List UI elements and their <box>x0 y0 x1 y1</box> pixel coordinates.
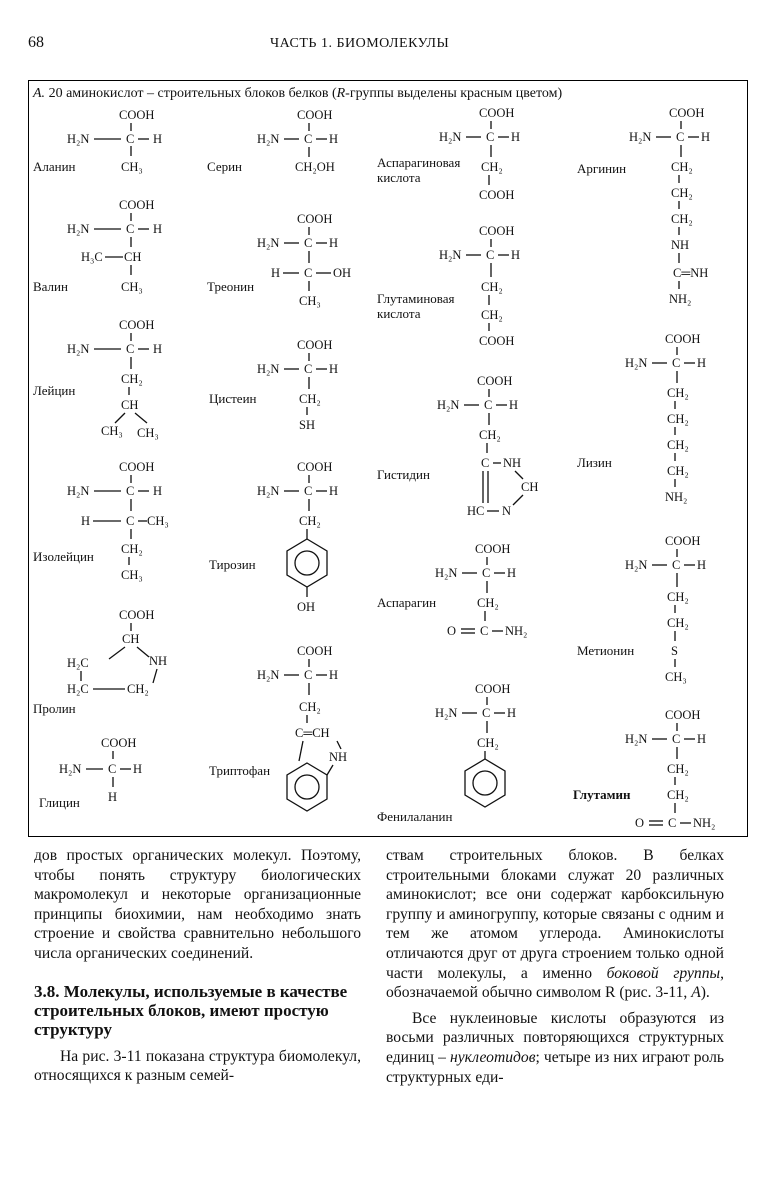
amine-label: H₂N <box>629 130 652 144</box>
r-group-label: CH₃ <box>121 568 143 582</box>
r-group-label: CH₂ <box>477 736 499 750</box>
amine-label: H₂N <box>625 356 648 370</box>
hydrogen-label: H <box>697 732 707 746</box>
cooh-label: COOH <box>119 608 155 622</box>
cysteine-structure <box>209 338 338 432</box>
r-group-label: OH <box>333 266 352 280</box>
carbon-label: C <box>304 266 313 280</box>
text-run: ствам строительных блоков. В белках строительными блоками служат 20 различных аминокислот; все они содержат карбоксильную группу и аминогруппу, которые связаны с одним и тем же атомом углерода. Аминокислоты отличаются друг от друга строением только одной части молекулы, а именно <box>386 847 724 982</box>
amine-label: H₂N <box>257 668 280 682</box>
amino-acid-figure <box>28 80 748 837</box>
amine-label: H₂N <box>59 762 82 776</box>
hydrogen-label: H <box>697 356 707 370</box>
r-group-label: CH₂ <box>667 590 689 604</box>
bond <box>153 669 157 683</box>
bond <box>327 765 333 775</box>
paragraph: дов простых органических молекул. Поэтому, чтобы понять структуру биологических макромолекул и некоторые организационные принципы биохимии, нам необходимо знать строение и свойства сравнительно небольшого числа органических соединений. <box>34 847 361 962</box>
alpha-carbon-label: CH <box>122 632 140 646</box>
glutamine-name: Глутамин <box>573 787 631 802</box>
r-group-label: CH₂ <box>667 762 689 776</box>
phenylalanine-name: Фенилаланин <box>377 809 453 824</box>
hydrogen-label: H <box>701 130 711 144</box>
alpha-carbon-label: C <box>126 484 135 498</box>
proline-name: Пролин <box>33 701 76 716</box>
methionine-name: Метионин <box>577 643 635 658</box>
threonine-name: Треонин <box>207 279 255 294</box>
tryptophan-name: Триптофан <box>209 763 271 778</box>
glycine-structure <box>39 736 142 810</box>
r-group-label: O <box>447 624 457 638</box>
r-group-label: CH₂ <box>479 428 501 442</box>
cooh-label: COOH <box>297 460 333 474</box>
hydrogen-label: H <box>507 566 517 580</box>
cooh-label: COOH <box>665 332 701 346</box>
lysine-name: Лизин <box>577 455 612 470</box>
bond <box>515 471 523 479</box>
bond <box>135 413 147 423</box>
r-group-label: CH₃ <box>665 670 687 684</box>
r-group-label: O <box>635 816 645 830</box>
hydrogen-label: H <box>509 398 519 412</box>
r-group-label: OH <box>297 600 316 614</box>
r-group-label: NH₂ <box>693 816 716 830</box>
r-group-label: C <box>480 624 489 638</box>
cooh-label: COOH <box>475 542 511 556</box>
aspartic-acid-name: Аспарагиновая <box>377 155 461 170</box>
amine-label: H₂N <box>625 732 648 746</box>
r-group-label: CH₂ <box>121 542 143 556</box>
text-run: , обозначаемой обычно символом R (рис. 3-11, <box>386 964 724 1002</box>
leucine-name: Лейцин <box>33 383 76 398</box>
alpha-carbon-label: C <box>676 130 685 144</box>
cooh-label: COOH <box>119 108 155 122</box>
bond <box>337 741 341 749</box>
alpha-carbon-label: C <box>672 356 681 370</box>
caption-text-post: -группы выделены красным цветом) <box>345 86 563 101</box>
alpha-carbon-label: C <box>486 130 495 144</box>
r-group-label: CH₂ <box>667 438 689 452</box>
alpha-carbon-label: C <box>126 342 135 356</box>
r-group-label: CH₂ <box>481 280 503 294</box>
amine-label: H₂N <box>67 222 90 236</box>
alpha-carbon-label: C <box>304 362 313 376</box>
amine-label: H₂N <box>257 362 280 376</box>
r-group-label: CH₂ <box>299 700 321 714</box>
methionine-structure <box>577 534 706 684</box>
paragraph: На рис. 3-11 показана структура биомолекул, относящихся к разным семей- <box>34 1047 361 1085</box>
cooh-label: COOH <box>479 106 515 120</box>
ring-label: H₂C <box>67 656 89 670</box>
amine-label: H₂N <box>625 558 648 572</box>
alpha-carbon-label: C <box>304 132 313 146</box>
structures-svg <box>29 81 749 838</box>
tryptophan-structure <box>209 644 347 811</box>
tyrosine-name: Тирозин <box>209 557 256 572</box>
r-group-label: SH <box>299 418 315 432</box>
hydrogen-label: H <box>329 362 339 376</box>
alpha-carbon-label: C <box>482 566 491 580</box>
ring-label: C <box>481 456 490 470</box>
r-group-label: CH <box>121 398 139 412</box>
amine-label: H₂N <box>257 484 280 498</box>
r-group-label: CH₂ <box>671 212 693 226</box>
r-group-label: CH₂ <box>481 308 503 322</box>
alpha-carbon-label: C <box>482 706 491 720</box>
r-group-label: CH₂ <box>667 464 689 478</box>
r-group-label: NH₂ <box>669 292 692 306</box>
ring-label: NH <box>149 654 168 668</box>
hydrogen-label: H <box>697 558 707 572</box>
hydrogen-label: H <box>329 132 339 146</box>
hydrogen-label: H <box>153 342 163 356</box>
proline-structure <box>33 608 167 716</box>
r-group-label: CH₂ <box>299 392 321 406</box>
hydrogen-label: H <box>511 130 521 144</box>
r-group-label: C═CH <box>295 726 330 740</box>
amine-label: H₂N <box>257 236 280 250</box>
cooh-label: COOH <box>665 708 701 722</box>
r-group-label: COOH <box>479 334 515 348</box>
lysine-structure <box>577 332 706 504</box>
bond <box>109 647 125 659</box>
r-group-label: CH₂ <box>671 186 693 200</box>
aromatic-circle <box>295 551 319 575</box>
aspartic-acid-name: кислота <box>377 170 421 185</box>
alpha-carbon-label: C <box>672 732 681 746</box>
amine-label: H₂N <box>439 248 462 262</box>
amine-label: H₂N <box>67 342 90 356</box>
amine-label: H₂N <box>439 130 462 144</box>
ring-label: N <box>502 504 512 518</box>
alpha-carbon-label: C <box>672 558 681 572</box>
cooh-label: COOH <box>669 106 705 120</box>
hydrogen-label: H <box>133 762 143 776</box>
glycine-name: Глицин <box>39 795 80 810</box>
r-group-label: CH₃ <box>121 280 143 294</box>
carbon-label: C <box>126 514 135 528</box>
paragraph <box>386 846 724 1003</box>
figure-label: А. <box>33 86 46 101</box>
bond <box>137 647 149 657</box>
aspartic-acid-structure <box>377 106 520 202</box>
alpha-carbon-label: C <box>304 236 313 250</box>
r-group-label: C <box>668 816 677 830</box>
cooh-label: COOH <box>479 224 515 238</box>
valine-structure <box>33 198 162 294</box>
cooh-label: COOH <box>665 534 701 548</box>
r-group-label: CH₂ <box>667 412 689 426</box>
cooh-label: COOH <box>477 374 513 388</box>
r-group-label: H₃C <box>81 250 103 264</box>
hydrogen-label: H <box>329 236 339 250</box>
r-group-label: CH₃ <box>299 294 321 308</box>
ring-label: HC <box>467 504 485 518</box>
r-group-label: CH₂ <box>481 160 503 174</box>
ring-label: NH <box>503 456 522 470</box>
r-group-label: CH₂ <box>667 616 689 630</box>
glutamic-acid-structure <box>377 224 520 348</box>
benzene-ring <box>465 759 505 807</box>
r-group-label: NH₂ <box>505 624 528 638</box>
alpha-carbon-label: C <box>108 762 117 776</box>
r-group-label: NH <box>671 238 690 252</box>
bond <box>513 495 523 505</box>
r-group-label: CH <box>124 250 142 264</box>
indole-ring <box>287 763 327 811</box>
alpha-carbon-label: C <box>126 132 135 146</box>
ring-label: CH <box>521 480 539 494</box>
cooh-label: COOH <box>119 318 155 332</box>
r-group-label: CH₃ <box>101 424 123 438</box>
glutamic-acid-name: кислота <box>377 306 421 321</box>
leucine-structure <box>33 318 162 440</box>
hydrogen-label: H <box>153 484 163 498</box>
text-run: ; четыре из них играют роль структурных еди- <box>386 1048 725 1086</box>
r-group-label: NH₂ <box>665 490 688 504</box>
r-group-label: CH₂ <box>667 386 689 400</box>
histidine-name: Гистидин <box>377 467 430 482</box>
histidine-structure <box>377 374 538 518</box>
hydrogen-label: H <box>329 668 339 682</box>
asparagine-name: Аспарагин <box>377 595 437 610</box>
cooh-label: COOH <box>297 212 333 226</box>
caption-r: R <box>336 86 346 101</box>
text-run: Все нуклеиновые кислоты образуются из восьми различных повторяющихся структурных единиц – <box>386 1009 724 1066</box>
hydrogen-label: H <box>507 706 517 720</box>
r-group-label: CH₃ <box>121 160 143 174</box>
r-group-label: H <box>108 790 118 804</box>
cooh-label: COOH <box>297 108 333 122</box>
cooh-label: COOH <box>101 736 137 750</box>
alpha-carbon-label: C <box>486 248 495 262</box>
amine-label: H₂N <box>257 132 280 146</box>
caption-text-pre: 20 аминокислот – строительных блоков белков ( <box>48 86 337 101</box>
r-group-label: COOH <box>479 188 515 202</box>
amine-label: H₂N <box>67 132 90 146</box>
serine-name: Серин <box>207 159 243 174</box>
arginine-structure <box>577 106 710 306</box>
glutamic-acid-name: Глутаминовая <box>377 291 455 306</box>
ring-label: H₂C <box>67 682 89 696</box>
hydrogen-label: H <box>81 514 91 528</box>
paragraph <box>386 1009 724 1087</box>
threonine-structure <box>207 212 351 308</box>
italic-term: боковой группы <box>606 964 721 982</box>
bond <box>115 413 125 423</box>
r-group-label: S <box>671 644 678 658</box>
cooh-label: COOH <box>475 682 511 696</box>
r-group-label: NH <box>329 750 348 764</box>
r-group-label: CH₂ <box>667 788 689 802</box>
hydrogen-label: H <box>511 248 521 262</box>
text-run: ). <box>700 984 710 1002</box>
cooh-label: COOH <box>119 198 155 212</box>
r-group-label: C═NH <box>673 266 709 280</box>
benzene-ring <box>287 539 327 587</box>
phenylalanine-structure <box>377 682 516 824</box>
valine-name: Валин <box>33 279 68 294</box>
aromatic-circle <box>473 771 497 795</box>
cooh-label: COOH <box>119 460 155 474</box>
glutamine-structure <box>573 708 715 830</box>
hydrogen-label: H <box>329 484 339 498</box>
amine-label: H₂N <box>437 398 460 412</box>
cooh-label: COOH <box>297 338 333 352</box>
figure-ref: А <box>691 984 701 1002</box>
cysteine-name: Цистеин <box>209 391 257 406</box>
r-group-label: CH₂ <box>121 372 143 386</box>
r-group-label: CH₃ <box>137 426 159 440</box>
ring-label: CH₂ <box>127 682 149 696</box>
arginine-name: Аргинин <box>577 161 627 176</box>
alanine-name: Аланин <box>33 159 76 174</box>
r-group-label: CH₂ <box>299 514 321 528</box>
bond <box>299 741 303 761</box>
alpha-carbon-label: C <box>126 222 135 236</box>
italic-term: нуклеотидов <box>450 1048 536 1066</box>
amine-label: H₂N <box>435 706 458 720</box>
isoleucine-name: Изолейцин <box>33 549 94 564</box>
amine-label: H₂N <box>435 566 458 580</box>
tyrosine-structure <box>209 460 338 614</box>
cooh-label: COOH <box>297 644 333 658</box>
hydrogen-label: H <box>153 132 163 146</box>
alpha-carbon-label: C <box>304 668 313 682</box>
alpha-carbon-label: C <box>484 398 493 412</box>
left-column <box>34 846 361 1086</box>
right-column <box>386 846 724 1087</box>
serine-structure <box>207 108 338 174</box>
asparagine-structure <box>377 542 527 638</box>
running-title: ЧАСТЬ 1. БИОМОЛЕКУЛЫ <box>270 36 450 51</box>
amine-label: H₂N <box>67 484 90 498</box>
r-group-label: CH₂OH <box>295 160 335 174</box>
aromatic-circle <box>295 775 319 799</box>
r-group-label: CH₂ <box>477 596 499 610</box>
r-group-label: CH₂ <box>671 160 693 174</box>
page-number: 68 <box>28 34 44 51</box>
isoleucine-structure <box>33 460 169 582</box>
section-heading: 3.8. Молекулы, используемые в качестве строительных блоков, имеют простую структуру <box>34 981 348 1039</box>
alanine-structure <box>33 108 162 174</box>
hydrogen-label: H <box>271 266 281 280</box>
hydrogen-label: H <box>153 222 163 236</box>
alpha-carbon-label: C <box>304 484 313 498</box>
r-group-label: CH₃ <box>147 514 169 528</box>
